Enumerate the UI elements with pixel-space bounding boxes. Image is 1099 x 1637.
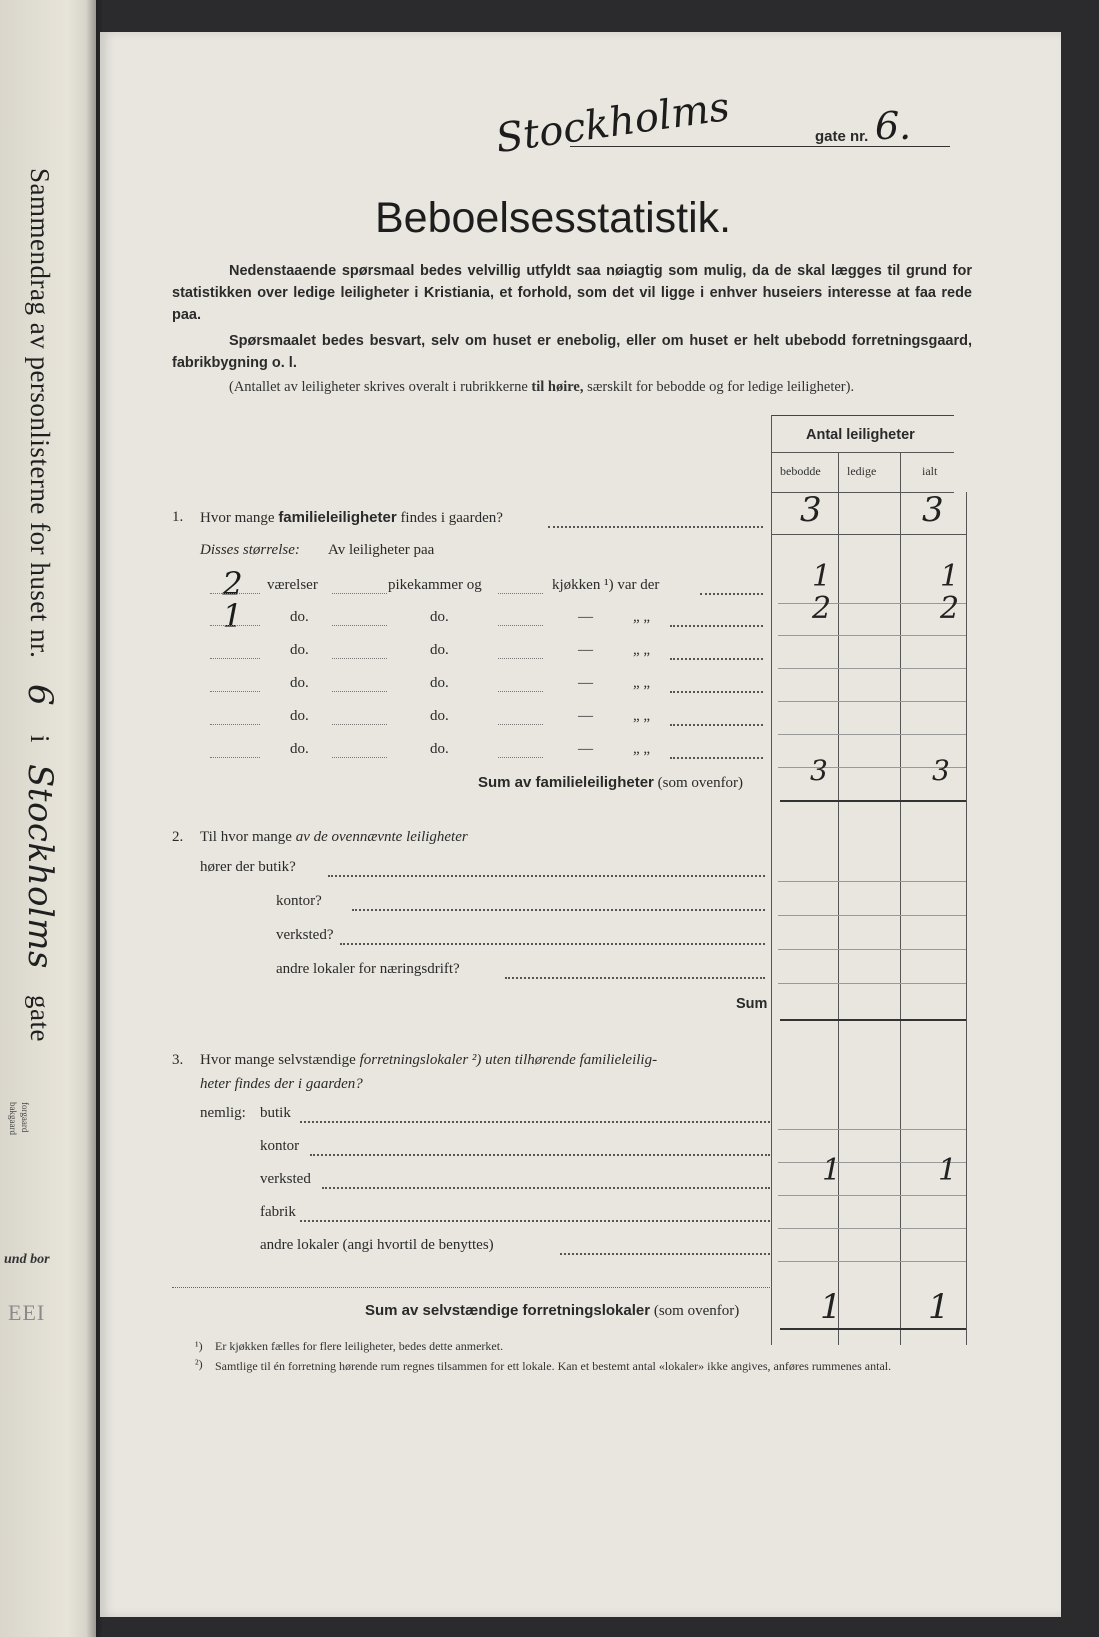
q1-row-ditto: „ „ [633,609,651,625]
q3-row-label: verksted [260,1171,311,1187]
intro-paragraph-3 [172,377,972,398]
left-page-margin [0,0,96,1637]
q1-sizes-label: Disses størrelse: [200,542,300,558]
q3-row-line [778,1228,966,1229]
q1-row-col3: — [578,741,593,757]
intro-p3-a: (Antallet av leiligheter skrives overalt i rubrikkerne [229,379,528,395]
col-header-bebodde: bebodde [780,464,821,478]
q2-row-leader [340,943,765,945]
q1-text-c: findes i gaarden? [400,510,503,526]
q1-row-col3: kjøkken ¹) var der [552,577,660,593]
q2-row-line [778,915,966,916]
q1-row-col2: do. [430,741,449,757]
q1-row-rooms: 1 [222,597,243,635]
q1-row-rooms-leader [210,593,260,594]
footnote-2: Samtlige til én forretning hørende rum regnes tilsammen for ett lokale. Kan et bestemt antal «lokaler» ikke angives, anføres rummenes antal. [215,1359,892,1373]
q3-row-label: andre lokaler (angi hvortil de benyttes) [260,1237,494,1253]
q3-question-line2: heter findes der i gaarden? [200,1076,363,1092]
q1-row-leader-b [498,691,543,692]
q2-question [200,829,468,846]
q2-row-line [778,949,966,950]
q1-number: 1. [172,509,184,525]
left-vertical-i: i [25,735,55,744]
q3-row-ialt: 1 [938,1153,958,1188]
form-page [100,32,1061,1617]
q1-row-leader-b [498,757,543,758]
q1-row-line [771,534,966,535]
q1-row-ditto: „ „ [633,708,651,724]
q1-row-leader-a [332,625,387,626]
left-note: und bor [4,1252,50,1267]
q1-sum-label-b: (som ovenfor) [657,775,744,791]
table-right-border [966,492,967,1345]
q3-sum-bebodde: 1 [820,1287,842,1327]
q1-row-col3: — [578,609,593,625]
q3-row-leader [322,1187,770,1189]
left-vertical-summary [20,168,60,1042]
q1-row-leader-a [332,757,387,758]
q2-row-label: andre lokaler for næringsdrift? [276,961,460,977]
q2-row-label: hører der butik? [200,859,296,875]
q1-row-col2: do. [430,609,449,625]
footnote-1-mark: ¹) [195,1339,203,1353]
q1-row-leader-a [332,691,387,692]
table-header-title: Antal leiligheter [806,427,915,443]
q2-row-leader [328,875,765,877]
q1-row-line [778,668,966,669]
col-header-ialt: ialt [922,464,938,478]
q1-sum-label [478,774,743,792]
q1-row-col3: — [578,675,593,691]
q3-sum-line [780,1328,966,1330]
table-header-divider [771,452,954,453]
q1-text-bold: familieleiligheter [278,509,397,526]
q1-bebodde-value: 3 [800,490,822,530]
q2-sum-line [780,1019,966,1021]
q1-row-col1: do. [290,741,309,757]
q3-sum-label [365,1302,739,1320]
table-left-border [771,415,772,1345]
q1-question [200,509,503,527]
q1-row-line [778,734,966,735]
q1-row-ditto: „ „ [633,741,651,757]
q1-row-ditto: „ „ [633,675,651,691]
left-smudge: EEI [8,1300,46,1325]
table-top-border [771,415,954,416]
q1-row-col2: do. [430,708,449,724]
q1-row-leader-c [700,593,763,595]
left-vertical-house-number: 6 [20,683,60,706]
q1-row-line [778,635,966,636]
intro-p3-bold: til høire, [531,379,584,395]
q1-row-bebodde: 1 [812,559,832,594]
q3-row-bebodde: 1 [822,1153,842,1188]
footnote-2-mark: ²) [195,1357,203,1371]
q1-leader [548,526,763,528]
q1-row-bebodde: 2 [812,591,832,626]
col-header-ledige: ledige [847,464,877,478]
q1-row-leader-c [670,691,763,693]
q1-row-rooms-leader [210,658,260,659]
q1-row-col3: — [578,708,593,724]
q1-row-rooms-leader [210,691,260,692]
q1-row-rooms-leader [210,757,260,758]
q1-row-leader-c [670,625,763,627]
q1-row-ialt: 1 [940,559,960,594]
q1-sizes-label2: Av leiligheter paa [328,542,435,558]
q1-text-a: Hvor mange [200,510,275,526]
q2-text-italic: av de ovennævnte leiligheter [295,829,468,845]
q1-row-col1: do. [290,642,309,658]
gate-nr-label: gate nr. [815,128,869,145]
intro-p3-c: særskilt for bebodde og for ledige leiligheter). [587,379,855,395]
q3-row-line [778,1129,966,1130]
q3-row-leader [560,1253,770,1255]
q3-row-line [778,1261,966,1262]
q3-row-label: butik [260,1105,291,1121]
q3-row-label: kontor [260,1138,300,1154]
q1-sum-label-a: Sum av familieleiligheter [478,774,654,791]
q3-sum-ialt: 1 [928,1287,950,1327]
q3-number: 3. [172,1052,184,1068]
intro-paragraph-1: Nedenstaaende spørsmaal bedes velvillig utfyldt saa nøiagtig som mulig, da de skal lægges til grund for statistikken over ledige leiligheter i Kristiania, et forhold, som det vil ligge i enhver huseiers interesse at faa rede paa. [172,263,972,323]
q2-row-leader [352,909,765,911]
q1-row-leader-c [670,757,763,759]
q3-row-label: fabrik [260,1204,296,1220]
q1-row-ialt: 2 [940,591,960,626]
left-small-bakgaard: bakgaard [8,1102,18,1135]
q3-sum-label-b: (som ovenfor) [653,1303,740,1319]
table-col-divider-2 [900,452,901,1345]
q1-row-rooms: 2 [222,565,243,603]
left-vertical-gate: gate [25,994,55,1042]
q2-row-label: kontor? [276,893,322,909]
table-col-divider-1 [838,452,839,1345]
q3-nemlig: nemlig: [200,1105,246,1121]
q1-row-rooms-leader [210,724,260,725]
q1-row-leader-a [332,724,387,725]
q3-row-leader [300,1220,770,1222]
q1-ialt-value: 3 [922,490,944,530]
q2-row-label: verksted? [276,927,334,943]
q1-row-leader-b [498,625,543,626]
q1-row-col1: do. [290,675,309,691]
q2-number: 2. [172,829,184,845]
q1-row-col3: — [578,642,593,658]
q1-row-rooms-leader [210,625,260,626]
q1-row-leader-b [498,593,543,594]
q1-row-col2: pikekammer og [388,577,482,593]
gate-number-handwritten: 6. [875,104,912,148]
left-vertical-street: Stockholms [20,764,60,970]
q2-text-a: Til hvor mange [200,829,292,845]
q1-row-col2: do. [430,675,449,691]
left-small-forgaard: forgaard [20,1102,30,1133]
q1-row-col2: do. [430,642,449,658]
q3-row-line [778,1195,966,1196]
q1-row-col1: værelser [267,577,318,593]
q1-row-leader-c [670,724,763,726]
q1-sum-ialt: 3 [932,754,950,787]
footnote-1: Er kjøkken fælles for flere leiligheter, bedes dette anmerket. [215,1339,504,1353]
q2-row-line [778,983,966,984]
intro-paragraph-2: Spørsmaalet bedes besvart, selv om huset er enebolig, eller om huset er helt ubebodd forretningsgaard, fabrikbygning o. l. [172,333,972,371]
q1-row-ditto: „ „ [633,642,651,658]
left-vertical-text: Sammendrag av personlisterne for huset nr. [25,168,55,659]
q3-row-leader [300,1121,770,1123]
q1-row-col1: do. [290,708,309,724]
q1-row-leader-b [498,724,543,725]
q2-sum-label: Sum [736,996,768,1012]
street-name-handwritten: Stockholms [492,83,733,163]
q1-row-leader-a [332,593,387,594]
q2-row-leader [505,977,765,979]
q1-sum-bebodde: 3 [810,754,828,787]
q3-question-line1 [200,1052,657,1069]
q3-row-leader [310,1154,770,1156]
q3-separator [172,1287,772,1288]
q1-row-col1: do. [290,609,309,625]
q3-sum-label-a: Sum av selvstændige forretningslokaler [365,1302,651,1319]
q1-sum-line [780,800,966,802]
q3-text-italic: forretningslokaler ²) uten tilhørende familieleilig- [359,1052,658,1068]
q1-row-line [778,701,966,702]
q1-row-leader-b [498,658,543,659]
q1-row-leader-a [332,658,387,659]
q1-row-leader-c [670,658,763,660]
q3-text-a: Hvor mange selvstændige [200,1052,356,1068]
page-title: Beboelsesstatistik. [375,194,732,242]
q2-row-line [778,881,966,882]
q1-row-line [778,603,966,604]
